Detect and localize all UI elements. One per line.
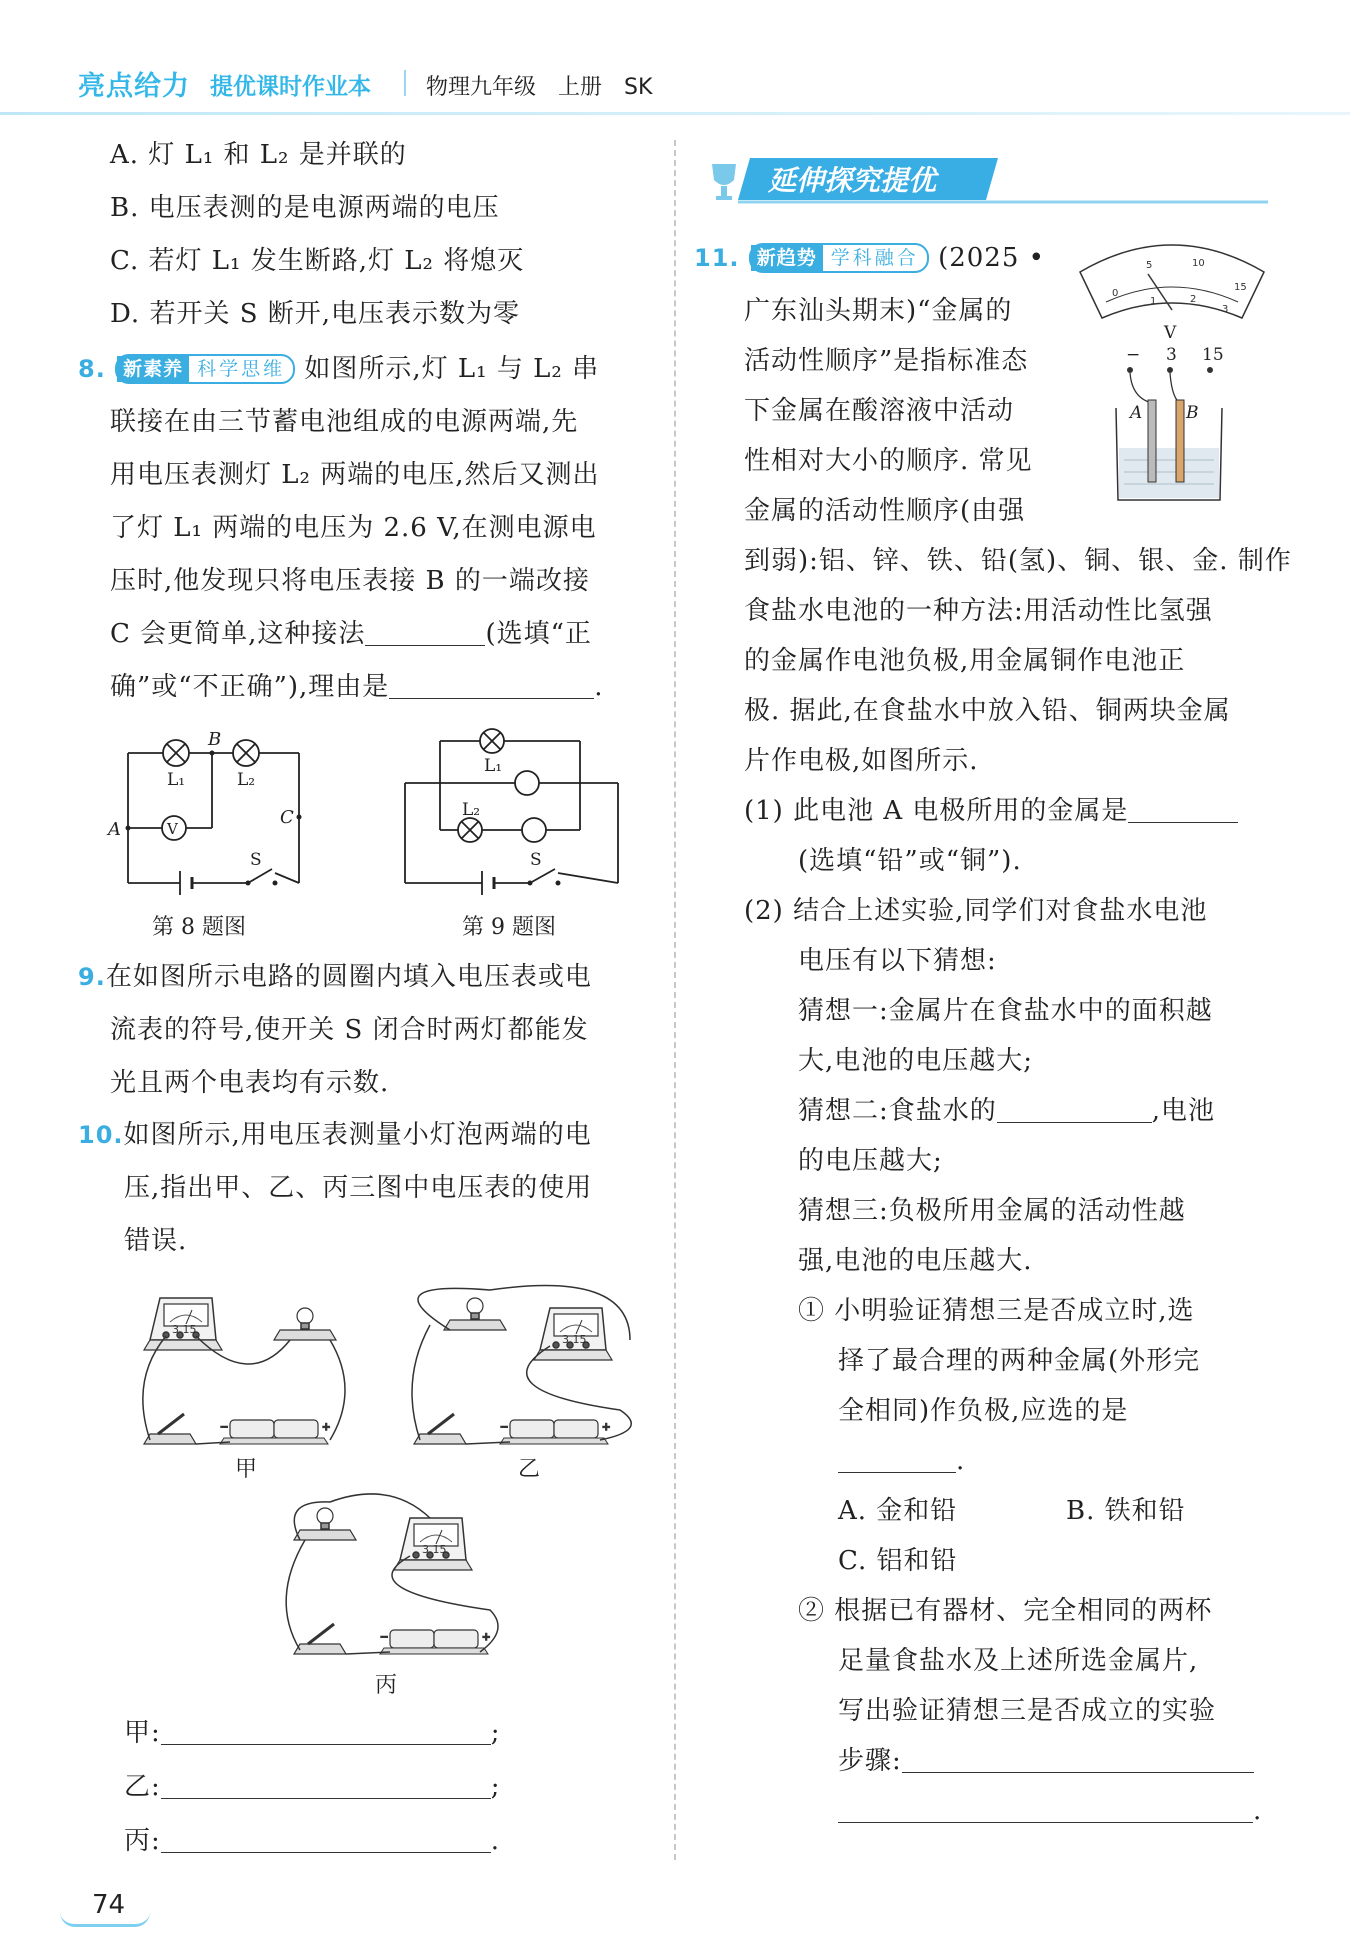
figure-10-apparatus: − + 3 15 3 15 3 15 xyxy=(130,1280,650,1700)
q8-line-5: 压时,他发现只将电压表接 B 的一端改接 xyxy=(110,566,590,596)
answer-jia-blank[interactable] xyxy=(161,1718,491,1745)
subject-info: 物理九年级 上册 SK xyxy=(426,75,653,100)
fig8-label-v: V xyxy=(167,820,178,838)
answer-bing-end: . xyxy=(490,1826,501,1856)
fig11-label-minus: − xyxy=(1126,345,1141,365)
guess-2-blank[interactable] xyxy=(997,1096,1152,1123)
q10-line-1 xyxy=(78,1120,592,1150)
header-divider xyxy=(404,70,406,96)
q8-line-3: 用电压表测灯 L₂ 两端的电压,然后又测出 xyxy=(110,460,600,490)
q8-blank-correctness[interactable] xyxy=(365,619,485,646)
q11-wide-1: 到弱):铝、锌、铁、铅(氢)、铜、银、金. 制作 xyxy=(744,546,1292,576)
q9-line-1-text: 在如图所示电路的圆圈内填入电压表或电 xyxy=(105,962,592,992)
fig9-label-l2: L₂ xyxy=(462,800,481,820)
brand-logo: 亮点给力 xyxy=(78,71,190,102)
battery-icon xyxy=(180,871,192,895)
answer-yi xyxy=(124,1772,501,1802)
guess-2-text: 猜想二:食盐水的 xyxy=(798,1096,997,1126)
apparatus-yi xyxy=(412,1286,631,1444)
figure-9-caption: 第 9 题图 xyxy=(462,915,556,940)
q11-narrow-4: 性相对大小的顺序. 常见 xyxy=(744,446,1033,476)
figure-11-battery xyxy=(1072,238,1272,503)
q9-line-1 xyxy=(78,962,592,992)
fig11-label-3: 3 xyxy=(1166,345,1177,365)
q11-tag-b: 学科融合 xyxy=(830,247,919,269)
q7-option-d: D. 若开关 S 断开,电压表示数为零 xyxy=(110,299,521,329)
figure-9-circuit xyxy=(400,725,630,905)
q7-option-b: B. 电压表测的是电源两端的电压 xyxy=(110,193,500,223)
q8-line-2: 联接在由三节蓄电池组成的电源两端,先 xyxy=(110,407,579,437)
answer-yi-end: ; xyxy=(490,1772,501,1802)
q11-part1-hint: (选填“铅”或“铜”). xyxy=(798,846,1022,876)
scale-bottom-2: 2 xyxy=(1190,294,1197,305)
q11-part1-line xyxy=(744,796,1238,826)
q8-first-line xyxy=(78,354,599,384)
guess-2-line-2: 的电压越大; xyxy=(798,1146,943,1176)
fig11-label-15: 15 xyxy=(1202,345,1224,365)
sub1-blank[interactable] xyxy=(838,1446,956,1473)
battery-icon xyxy=(482,871,494,895)
fig8-label-a: A xyxy=(108,819,121,840)
q8-line-7-end: . xyxy=(594,672,604,702)
label-yi: 乙 xyxy=(518,1457,541,1482)
guess-2-tail: ,电池 xyxy=(1151,1096,1216,1126)
guess-3-line-1: 猜想三:负极所用金属的活动性越 xyxy=(798,1196,1186,1226)
q10-number: 10. xyxy=(78,1121,124,1149)
guess-1-line-1: 猜想一:金属片在食盐水中的面积越 xyxy=(798,996,1213,1026)
fig11-label-v: V xyxy=(1164,323,1177,343)
fig8-label-l1: L₁ xyxy=(167,770,186,790)
q11-tag-a: 新趋势 xyxy=(751,245,823,271)
meter-ticks-yi: 3 15 xyxy=(562,1333,587,1346)
sub1-line-1: ① 小明验证猜想三是否成立时,选 xyxy=(798,1296,1195,1326)
header-rule xyxy=(0,112,1350,115)
q11-part2-line: (2) 结合上述实验,同学们对食盐水电池 xyxy=(744,896,1208,926)
sub1-line-3: 全相同)作负极,应选的是 xyxy=(838,1396,1129,1426)
sub2-end: . xyxy=(1253,1796,1263,1826)
figure-8-circuit xyxy=(100,725,320,905)
sub2-line-5 xyxy=(838,1796,1262,1826)
q8-line-6-text: C 会更简单,这种接法 xyxy=(110,619,366,649)
q8-tag-a: 新素养 xyxy=(117,356,189,382)
answer-bing-label: 丙: xyxy=(124,1826,161,1856)
column-divider xyxy=(674,140,676,1860)
lamp-l1-icon xyxy=(480,729,504,753)
sub1-end: . xyxy=(956,1446,966,1476)
q10-line-1-text: 如图所示,用电压表测量小灯泡两端的电 xyxy=(123,1120,592,1150)
q11-first-line xyxy=(694,243,1045,273)
q8-line-4: 了灯 L₁ 两端的电压为 2.6 V,在测电源电 xyxy=(110,513,597,543)
q11-part1-blank[interactable] xyxy=(1128,796,1238,823)
q11-narrow-3: 下金属在酸溶液中活动 xyxy=(744,396,1015,426)
meter-circle-2-icon xyxy=(522,818,546,842)
scale-top-15: 15 xyxy=(1234,282,1247,293)
answer-yi-label: 乙: xyxy=(124,1772,161,1802)
switch-icon xyxy=(246,869,278,886)
q11-narrow-5: 金属的活动性顺序(由强 xyxy=(744,496,1026,526)
series-name: 提优课时作业本 xyxy=(210,74,371,100)
sub1-line-2: 择了最合理的两种金属(外形完 xyxy=(838,1346,1201,1376)
q11-wide-3: 的金属作电池负极,用金属铜作电池正 xyxy=(744,646,1186,676)
q8-tag xyxy=(115,354,295,384)
answer-yi-blank[interactable] xyxy=(161,1772,491,1799)
meter-ticks-bing: 3 15 xyxy=(422,1543,447,1556)
section-title-banner xyxy=(708,156,1268,206)
page-header xyxy=(0,0,1350,115)
sub2-blank-1[interactable] xyxy=(902,1746,1254,1773)
lamp-l1-icon xyxy=(163,740,189,766)
answer-jia-end: ; xyxy=(490,1718,501,1748)
apparatus-bing xyxy=(286,1494,498,1654)
choice-a: A. 金和铅 xyxy=(838,1496,958,1526)
scale-bottom-1: 1 xyxy=(1150,296,1157,307)
q9-number: 9. xyxy=(78,963,106,991)
fig8-label-c: C xyxy=(280,807,294,828)
fig11-label-b: B xyxy=(1186,403,1199,423)
choice-c: C. 铝和铅 xyxy=(838,1546,958,1576)
q11-part2-line-2: 电压有以下猜想: xyxy=(798,946,997,976)
guess-2-line-1 xyxy=(798,1096,1215,1126)
q11-wide-2: 食盐水电池的一种方法:用活动性比氢强 xyxy=(744,596,1213,626)
q8-blank-reason[interactable] xyxy=(389,672,594,699)
q9-line-2: 流表的符号,使开关 S 闭合时两灯都能发 xyxy=(110,1015,589,1045)
sub2-line-2: 足量食盐水及上述所选金属片, xyxy=(838,1646,1199,1676)
fig8-label-s: S xyxy=(250,850,262,870)
sub2-line-3: 写出验证猜想三是否成立的实验 xyxy=(838,1696,1217,1726)
fig8-label-l2: L₂ xyxy=(237,770,256,790)
scale-bottom-3: 3 xyxy=(1222,304,1229,315)
sub1-answer xyxy=(838,1446,965,1476)
q7-option-c: C. 若灯 L₁ 发生断路,灯 L₂ 将熄灭 xyxy=(110,246,525,276)
q11-narrow-2: 活动性顺序”是指标准态 xyxy=(744,346,1029,376)
label-jia: 甲 xyxy=(235,1457,258,1482)
answer-bing-blank[interactable] xyxy=(161,1826,491,1853)
q8-line-6-tail: (选填“正 xyxy=(485,619,592,649)
label-bing: 丙 xyxy=(375,1673,398,1698)
figure-8-caption: 第 8 题图 xyxy=(152,915,246,940)
choice-b: B. 铁和铅 xyxy=(1066,1496,1186,1526)
q10-line-2: 压,指出甲、乙、丙三图中电压表的使用 xyxy=(124,1173,593,1203)
q11-year: (2025 • xyxy=(938,243,1045,273)
q8-number: 8. xyxy=(78,355,106,383)
q11-part1-text: (1) 此电池 A 电极所用的金属是 xyxy=(744,796,1129,826)
scale-top-0: 0 xyxy=(1112,288,1119,299)
q7-option-a: A. 灯 L₁ 和 L₂ 是并联的 xyxy=(110,140,407,170)
answer-jia xyxy=(124,1718,501,1748)
trophy-icon xyxy=(712,164,736,200)
q8-line-1: 如图所示,灯 L₁ 与 L₂ 串 xyxy=(304,354,600,384)
answer-bing xyxy=(124,1826,500,1856)
q11-tag xyxy=(749,243,929,273)
page-number: 74 xyxy=(92,1890,126,1920)
meter-circle-1-icon xyxy=(515,771,539,795)
guess-3-line-2: 强,电池的电压越大. xyxy=(798,1246,1033,1276)
q11-wide-4: 极. 据此,在食盐水中放入铅、铜两块金属 xyxy=(744,696,1231,726)
fig9-label-l1: L₁ xyxy=(484,756,503,776)
sub2-steps-label: 步骤: xyxy=(838,1746,902,1776)
q8-line-6 xyxy=(110,619,592,649)
meter-ticks-jia: 3 15 xyxy=(172,1323,197,1336)
q8-tag-b: 科学思维 xyxy=(197,358,286,380)
switch-icon xyxy=(528,869,561,886)
q9-line-3: 光且两个电表均有示数. xyxy=(110,1068,390,1098)
apparatus-jia xyxy=(143,1298,345,1444)
fig11-label-a: A xyxy=(1130,403,1143,423)
q11-wide-5: 片作电极,如图所示. xyxy=(744,746,979,776)
lamp-l2-icon xyxy=(458,818,482,842)
guess-1-line-2: 大,电池的电压越大; xyxy=(798,1046,1034,1076)
sub2-line-4 xyxy=(838,1746,1254,1776)
fig8-label-b: B xyxy=(208,729,222,750)
fig9-label-s: S xyxy=(530,850,542,870)
q8-line-7-text: 确”或“不正确”),理由是 xyxy=(110,672,390,702)
answer-jia-label: 甲: xyxy=(124,1718,161,1748)
lamp-l2-icon xyxy=(233,740,259,766)
scale-top-10: 10 xyxy=(1192,258,1205,269)
q10-line-3: 错误. xyxy=(124,1226,188,1256)
sub2-line-1: ② 根据已有器材、完全相同的两杯 xyxy=(798,1596,1213,1626)
q11-number: 11. xyxy=(694,244,740,272)
q8-line-7 xyxy=(110,672,604,702)
sub2-blank-2[interactable] xyxy=(838,1796,1253,1823)
section-title-text: 延伸探究提优 xyxy=(768,164,937,197)
q11-narrow-1: 广东汕头期末)“金属的 xyxy=(744,296,1013,326)
scale-top-5: 5 xyxy=(1146,260,1153,271)
